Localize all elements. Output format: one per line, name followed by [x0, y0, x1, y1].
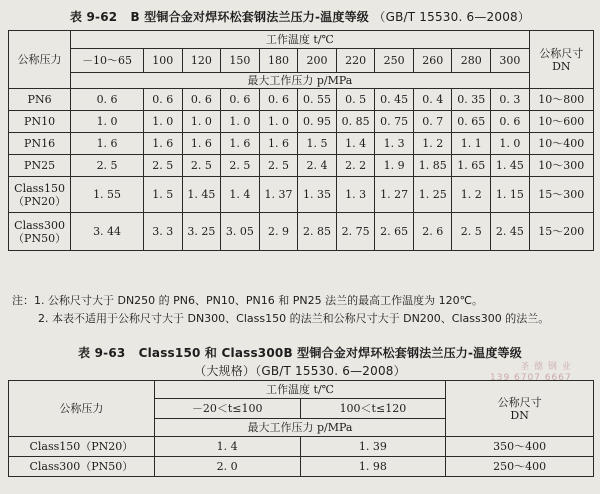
- cell: 0. 6: [259, 89, 298, 111]
- row-name-line2: （PN50）: [13, 231, 67, 245]
- temp-col: 100: [143, 49, 182, 73]
- cell: 1. 0: [221, 111, 260, 133]
- row-name-line1: Class300: [14, 218, 65, 232]
- cell: 1. 3: [375, 133, 414, 155]
- table1-standard: （GB/T 15530. 6—2008）: [373, 10, 531, 24]
- cell: 1. 37: [259, 177, 298, 213]
- cell: 1. 4: [221, 177, 260, 213]
- table1-caption: [0, 8, 600, 25]
- cell: 0. 5: [336, 89, 375, 111]
- temp-col: －20＜t≤100: [154, 399, 300, 419]
- temp-col: 280: [452, 49, 491, 73]
- watermark-line2: 139 6707 6667: [490, 373, 572, 383]
- dn-header: [529, 31, 593, 89]
- cell: 0. 6: [143, 89, 182, 111]
- maxp-header: 最大工作压力 p/MPa: [154, 419, 445, 437]
- row-name: Class150（PN20）: [9, 437, 155, 457]
- cell: 0. 55: [298, 89, 337, 111]
- dn-header: [446, 381, 594, 437]
- row-name: PN6: [9, 89, 71, 111]
- table-row: [9, 177, 594, 213]
- dn-header-sub: DN: [510, 408, 529, 422]
- cell: 1. 55: [71, 177, 144, 213]
- cell: 1. 5: [298, 133, 337, 155]
- cell: 1. 39: [300, 437, 446, 457]
- temp-col: 200: [298, 49, 337, 73]
- cell: 1. 85: [413, 155, 452, 177]
- dn-cell: 10～400: [529, 133, 593, 155]
- cell: 1. 15: [491, 177, 530, 213]
- cell: 2. 0: [154, 457, 300, 477]
- cell: 2. 6: [413, 213, 452, 251]
- cell: 0. 75: [375, 111, 414, 133]
- dn-cell: 15～200: [529, 213, 593, 251]
- cell: 1. 0: [71, 111, 144, 133]
- table2-caption: [0, 344, 600, 361]
- cell: 1. 6: [182, 133, 221, 155]
- cell: 1. 25: [413, 177, 452, 213]
- cell: 1. 3: [336, 177, 375, 213]
- dn-cell: 10～800: [529, 89, 593, 111]
- table2: [8, 380, 594, 477]
- row-name: PN16: [9, 133, 71, 155]
- cell: 1. 0: [143, 111, 182, 133]
- cell: 0. 6: [491, 111, 530, 133]
- cell: 2. 45: [491, 213, 530, 251]
- row-name-line2: （PN20）: [13, 194, 67, 208]
- cell: 1. 0: [259, 111, 298, 133]
- cell: 2. 4: [298, 155, 337, 177]
- cell: 2. 85: [298, 213, 337, 251]
- dn-cell: 250～400: [446, 457, 594, 477]
- row-name: PN10: [9, 111, 71, 133]
- cell: 0. 6: [71, 89, 144, 111]
- cell: 0. 3: [491, 89, 530, 111]
- table1: [8, 30, 594, 251]
- cell: 0. 85: [336, 111, 375, 133]
- cell: 1. 4: [154, 437, 300, 457]
- dn-cell: 350～400: [446, 437, 594, 457]
- table-row: [9, 437, 594, 457]
- dn-header-sub: DN: [552, 59, 571, 73]
- cell: 0. 35: [452, 89, 491, 111]
- cell: 3. 25: [182, 213, 221, 251]
- cell: 2. 5: [221, 155, 260, 177]
- cell: 2. 75: [336, 213, 375, 251]
- table1-number: 表 9-62: [69, 10, 118, 24]
- cell: 1. 5: [143, 177, 182, 213]
- table-row: [9, 111, 594, 133]
- row-name: [9, 213, 71, 251]
- cell: 1. 2: [413, 133, 452, 155]
- temp-col: －10～65: [71, 49, 144, 73]
- maxp-header: 最大工作压力 p/MPa: [71, 73, 529, 89]
- cell: 2. 5: [452, 213, 491, 251]
- cell: 1. 35: [298, 177, 337, 213]
- temp-col: 180: [259, 49, 298, 73]
- row-name: Class300（PN50）: [9, 457, 155, 477]
- cell: 1. 6: [259, 133, 298, 155]
- temp-col: 300: [491, 49, 530, 73]
- pressure-header: 公称压力: [9, 381, 155, 437]
- cell: 2. 5: [259, 155, 298, 177]
- cell: 0. 6: [221, 89, 260, 111]
- watermark-line1: 圣 德 钢 业: [520, 362, 572, 372]
- dn-cell: 10～300: [529, 155, 593, 177]
- dn-cell: 15～300: [529, 177, 593, 213]
- cell: 1. 0: [491, 133, 530, 155]
- cell: 0. 45: [375, 89, 414, 111]
- table-row: [9, 133, 594, 155]
- note-2: 2. 本表不适用于公称尺寸大于 DN300、Class150 的法兰和公称尺寸大于 DN200、Class300 的法兰。: [38, 312, 550, 325]
- cell: 3. 3: [143, 213, 182, 251]
- temp-col: 250: [375, 49, 414, 73]
- cell: 2. 65: [375, 213, 414, 251]
- temp-col: 120: [182, 49, 221, 73]
- pressure-header: 公称压力: [9, 31, 71, 89]
- table2-title: Class150 和 Class300B 型铜合金对焊环松套钢法兰压力-温度等级: [138, 346, 522, 360]
- temp-header: 工作温度 t/℃: [71, 31, 529, 49]
- note-1: 注：1. 公称尺寸大于 DN250 的 PN6、PN10、PN16 和 PN25 法兰的最高工作温度为 120℃。: [12, 294, 483, 307]
- cell: 1. 1: [452, 133, 491, 155]
- cell: 2. 5: [143, 155, 182, 177]
- table2-caption-line2: （大规格）（GB/T 15530. 6—2008）: [194, 364, 406, 378]
- temp-col: 150: [221, 49, 260, 73]
- cell: 2. 5: [71, 155, 144, 177]
- cell: 2. 2: [336, 155, 375, 177]
- cell: 1. 27: [375, 177, 414, 213]
- temp-header: 工作温度 t/℃: [154, 381, 445, 399]
- table-row: [9, 89, 594, 111]
- cell: 0. 6: [182, 89, 221, 111]
- row-name-line1: Class150: [14, 181, 65, 195]
- temp-col: 260: [413, 49, 452, 73]
- dn-cell: 10～600: [529, 111, 593, 133]
- cell: 2. 9: [259, 213, 298, 251]
- cell: 1. 45: [491, 155, 530, 177]
- row-name: [9, 177, 71, 213]
- cell: 1. 98: [300, 457, 446, 477]
- cell: 1. 6: [221, 133, 260, 155]
- cell: 1. 6: [143, 133, 182, 155]
- cell: 2. 5: [182, 155, 221, 177]
- cell: 1. 4: [336, 133, 375, 155]
- cell: 3. 05: [221, 213, 260, 251]
- cell: 1. 6: [71, 133, 144, 155]
- table-row: [9, 155, 594, 177]
- cell: 0. 95: [298, 111, 337, 133]
- dn-header-label: 公称尺寸: [539, 46, 584, 60]
- temp-col: 100＜t≤120: [300, 399, 446, 419]
- table1-title: B 型铜合金对焊环松套钢法兰压力-温度等级: [130, 10, 369, 24]
- cell: 0. 7: [413, 111, 452, 133]
- row-name: PN25: [9, 155, 71, 177]
- dn-header-label: 公称尺寸: [497, 395, 542, 409]
- cell: 3. 44: [71, 213, 144, 251]
- cell: 0. 4: [413, 89, 452, 111]
- cell: 1. 2: [452, 177, 491, 213]
- cell: 1. 65: [452, 155, 491, 177]
- cell: 1. 9: [375, 155, 414, 177]
- table-row: [9, 213, 594, 251]
- cell: 1. 0: [182, 111, 221, 133]
- temp-col: 220: [336, 49, 375, 73]
- cell: 0. 65: [452, 111, 491, 133]
- table-row: [9, 457, 594, 477]
- cell: 1. 45: [182, 177, 221, 213]
- table2-number: 表 9-63: [78, 346, 126, 360]
